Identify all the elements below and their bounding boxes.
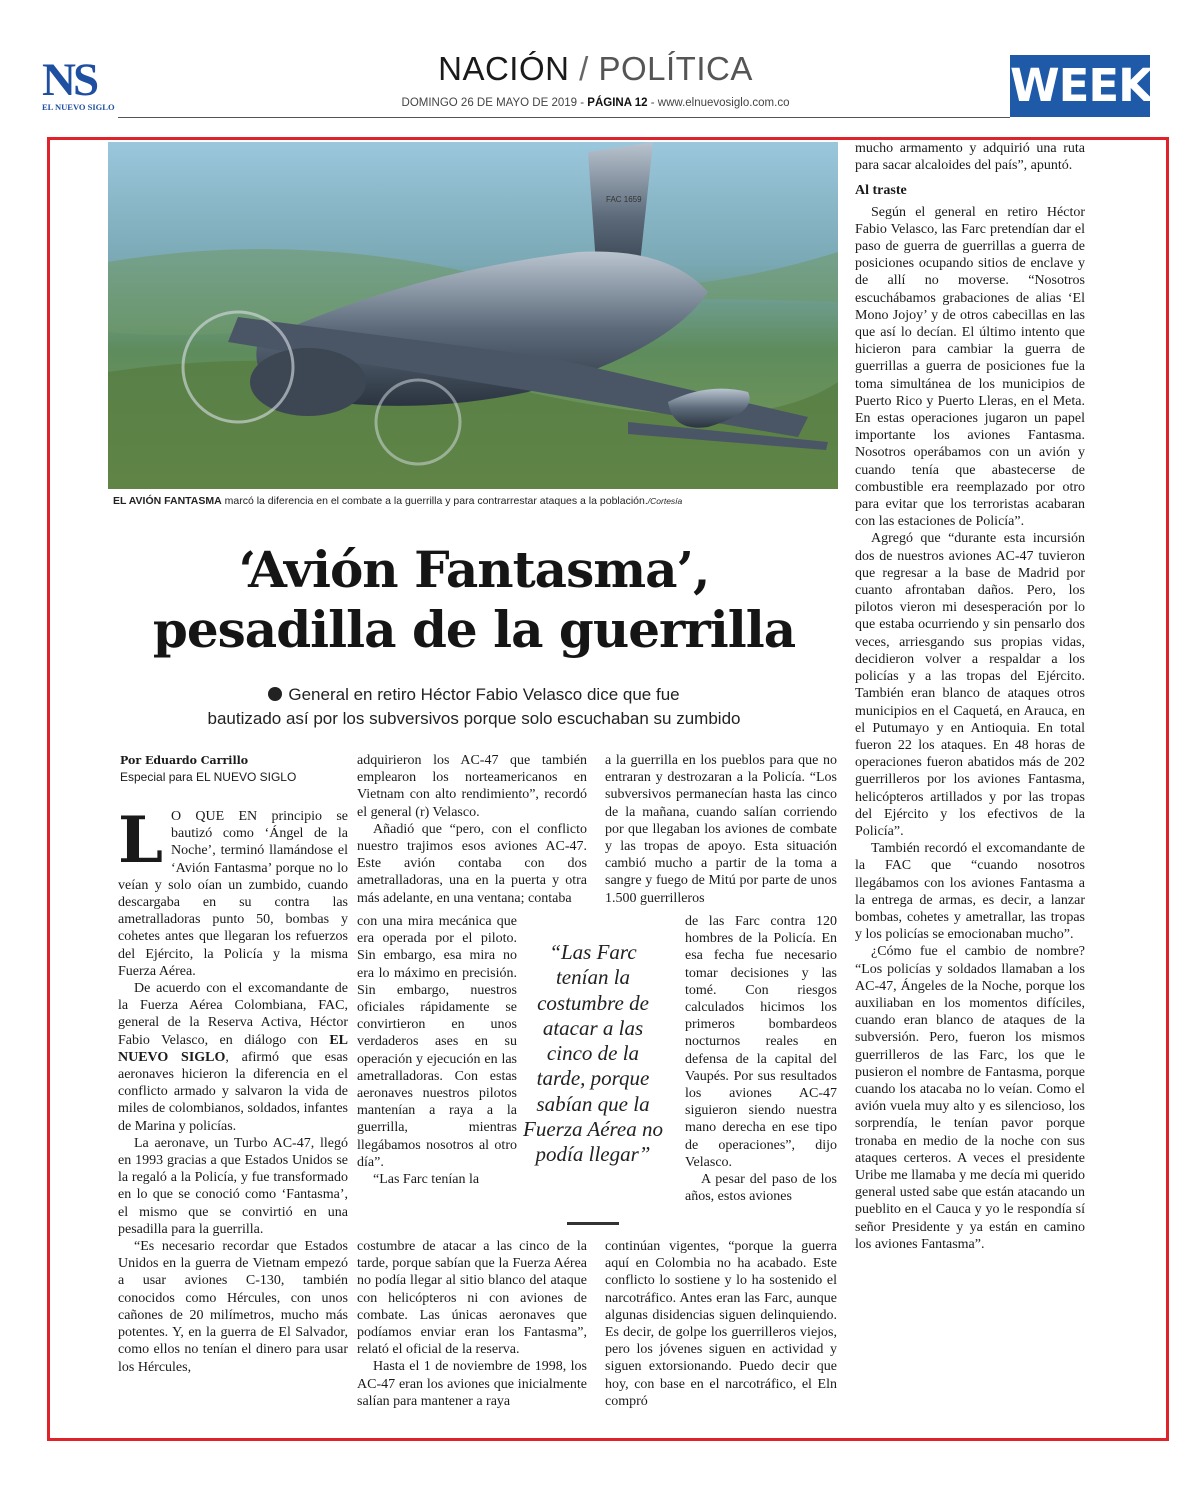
caption-text: marcó la diferencia en el combate a la guerrilla y para contrarrestar ataques a la población.: [221, 495, 648, 507]
bullet-icon: [268, 687, 282, 701]
headline-line-2: pesadilla de la guerrilla: [152, 600, 796, 659]
masthead-rule: [118, 117, 1010, 118]
col4-paragraph-3: También recordó el excomandante de la FAC que “cuando nosotros llegábamos con los aviones Fantasma a la entrega de armas, es decir, a lanzar bombas, cohetes y ametrallar, las tropas y los policías se emocionaban mucho”.: [855, 841, 1085, 943]
dateline-page: PÁGINA 12: [587, 97, 648, 109]
pull-quote-rule: [567, 1222, 619, 1225]
col3-paragraph-1a: a la guerrilla en los pueblos para que no entraran y destrozaran a la Policía. “Los subversivos permanecían hasta las cinco de la mañana, cuando salían corriendo por que llegaban los aviones de combate y las tropas de apoyo. Esta situación cambió mucho a partir de la toma a sangre y fuego de Mitú por parte de unos 1.500 guerrilleros: [605, 753, 837, 906]
headline: [100, 540, 848, 660]
section-name: NACIÓN: [438, 50, 570, 87]
drop-cap: L: [118, 803, 163, 878]
col3-paragraph-2a: A pesar del paso de los años, estos aviones: [685, 1172, 837, 1205]
col4-paragraph-2: Agregó que “durante esta incursión dos de nuestros aviones AC-47 tuvieron que regresar a la base de Madrid por cuanto afrontaban daños. Pero, los pilotos vieron mi desesperación por lo que estaba ocurriendo y sin pensarlo dos veces, arriesgando sus propias vidas, decidieron volver a respaldar a los policías y a las tropas del Ejército. También eran blanco de ataques otros municipios en el Caquetá, en Arauca, en el Putumayo y en Antioquia. En total fueron 22 los ataques. En 48 horas de operaciones fueron abatidos más de 202 guerrilleros por los aviones Fantasma, helicópteros artillados y por las tropas del Ejército y los efectivos de la Policía”.: [855, 531, 1085, 839]
article-column-3-bottom: [605, 1238, 837, 1409]
lead-caps: O QUE EN principio se: [171, 809, 348, 824]
airplane-illustration: [108, 142, 838, 489]
article-column-3-top: [605, 752, 837, 912]
col2-paragraph-3a: “Las Farc tenían la: [373, 1172, 480, 1188]
col4-paragraph-4: ¿Cómo fue el cambio de nombre? “Los policías y soldados llamaban a los AC-47, Ángeles de la Noche, porque los auxiliaban en los momentos difíciles, cuando eran blanco de ataques de la subversión. Pero, fueron los mismos guerrilleros de las Farc, los que le pusieron el nombre de Fantasma, porque cuando los atacaba no lo veían. Como el avión vuela muy alto y es silencioso, los sorprendía, le tenían pavor porque tronaba en medio de la noche con sus ataques certeros. A veces el presidente Uribe me llamaba y me decía mi querido general usted sabe que están atacando un pueblito en el Cauca y yo le respondía sí señor Presidente y ya están en camino los aviones Fantasma”.: [855, 944, 1085, 1252]
author: Por Eduardo Carrillo: [120, 754, 249, 767]
col2-paragraph-2b: con una mira mecánica que era operada por el piloto. Sin embargo, esa mira no era lo máximo en precisión. Sin embargo, nuestros oficiales rápidamente se convirtieron en unos verdaderos ases en su operación y ejecución en las ametralladoras. Con estas aeronaves nuestros pilotos mantenían a raya a la guerrilla, mientras llegábamos nosotros al otro día”.: [357, 914, 517, 1170]
subsection-name: POLÍTICA: [598, 50, 753, 87]
col1-paragraph-4: “Es necesario recordar que Estados Unidos en la guerra de Vietnam empezó a usar aviones C-130, también conocidos como Hércules, con unos cañones de 20 milímetros, mucho más potentes. Y, en la guerra de El Salvador, como ellos no tenían el dinero para usar los Hércules,: [118, 1239, 348, 1375]
col4-paragraph-1: Según el general en retiro Héctor Fabio Velasco, las Farc pretendían dar el paso de guerra de guerrillas a guerra de posiciones ocupando sitios de enclave y de allí no moverse. “Nosotros escuchábamos grabaciones de alias ‘El Mono Jojoy’ y de otros cabecillas en las que así lo decían. El último intento que hicieron para cambiar la guerra de guerrillas a guerra de posiciones fue la toma simultánea de los municipios de Puerto Rico y Puerto Lleras, en el Meta. En estas operaciones jugaron un papel importante los aviones Fantasma. Nosotros operábamos con un avión y cuando tenía que abastecerse de combustible era reemplazado por otro para evitar que los terroristas acabaran con las estaciones de Policía”.: [855, 204, 1085, 530]
dateline-date: DOMINGO 26 DE MAYO DE 2019 -: [401, 97, 588, 109]
subheadline: [108, 683, 840, 731]
dateline-url: - www.elnuevosiglo.com.co: [647, 97, 790, 109]
caption-credit: /Cortesía: [647, 496, 683, 506]
col2-paragraph-1: adquirieron los AC-47 que también emplearon los norteamericanos en Vietnam con alto rendimiento”, recordó el general (r) Velasco.: [357, 753, 587, 820]
logo-subtitle: EL NUEVO SIGLO: [42, 102, 115, 112]
newspaper-name: EL NUEVO SIGLO: [118, 1032, 348, 1065]
caption-lead: EL AVIÓN FANTASMA: [113, 495, 222, 507]
airplane-photo: [108, 142, 838, 489]
col1-paragraph-3: La aeronave, un Turbo AC-47, llegó en 1993 gracias a que Estados Unidos se la regaló a la Policía, y fue transformado en lo que se conoció como ‘Fantasma’, el mismo que se convirtió en una pesadilla para la guerrilla.: [118, 1135, 348, 1237]
byline: [120, 752, 350, 786]
photo-caption: [113, 495, 833, 507]
col1-paragraph-1: bautizó como ‘Ángel de la Noche’, terminó llamándose el ‘Avión Fantasma’ porque no lo veían y solo oían un zumbido, cuando descargaba en su contra las ametralladoras punto 50, bombas y cohetes antes que llegaran los refuerzos del Ejército, la Policía y la misma Fuerza Aérea.: [118, 826, 348, 979]
article-column-1: [118, 803, 348, 1375]
section-subhead: Al traste: [855, 183, 907, 199]
article-column-2-bottom: [357, 1238, 587, 1409]
subheadline-line-1: General en retiro Héctor Fabio Velasco dice que fue: [288, 685, 680, 704]
col2-paragraph-3b: costumbre de atacar a las cinco de la tarde, porque sabían que la Fuerza Aérea no podía llegar al sitio blanco del ataque con helicópteros ni con aviones de combate. Las únicas aeronaves que podíamos enviar eran los Fantasma”, relató el oficial de la reserva.: [357, 1239, 587, 1358]
article-column-2-middle: [357, 913, 517, 1218]
logo-mark: NS: [42, 54, 97, 106]
col2-paragraph-2a: Añadió que “pero, con el conflicto nuestro trajimos esos aviones AC-47. Este avión contaba con dos ametralladoras, una en la puerta y otra más adelante, en una ventana; contaba: [357, 821, 587, 906]
col3-paragraph-1b: de las Farc contra 120 hombres de la Policía. En esa fecha fue necesario tomar decisiones y las tomé. Con riesgos calculados hicimos los primeros bombardeos nocturnos reales en defensa de la capital del Vaupés. Por sus resultados los aviones AC-47 siguieron siendo nuestra mano derecha en ese tipo de operaciones”, dijo Velasco.: [685, 914, 837, 1170]
col3-paragraph-2b: continúan vigentes, “porque la guerra aquí en Colombia no ha acabado. Este conflicto lo sostiene y lo ha sostenido el narcotráfico. Antes eran las Farc, aunque algunas disidencias siguen delinquiendo. Es decir, de golpe los guerrilleros viejos, pero los jóvenes siguen en actividad y siguen extorsionando. Puedo decir que hoy, con base en el narcotráfico, el Eln compró: [605, 1239, 837, 1409]
col1-paragraph-2: De acuerdo con el excomandante de la Fuerza Aérea Colombiana, FAC, general de la Reserva Activa, Héctor Fabio Velasco, en diálogo con EL NUEVO SIGLO, afirmó que esas aeronaves hicieron la diferencia en el conflicto armado y salvaron la vida de miles de colombianos, soldados, infantes de Marina y policías.: [118, 981, 348, 1134]
pull-quote: “Las Farc tenían la costumbre de atacar a las cinco de la tarde, porque sabían que la Fuerza Aérea no podía llegar”: [523, 940, 663, 1167]
headline-line-1: ‘Avión Fantasma’,: [238, 540, 710, 599]
author-role: Especial para EL NUEVO SIGLO: [120, 770, 297, 784]
subheadline-line-2: bautizado así por los subversivos porque solo escuchaban su zumbido: [207, 709, 741, 728]
plane-code: FAC 1659: [606, 195, 642, 204]
section-separator: /: [579, 50, 589, 87]
article-column-2-top: [357, 752, 587, 912]
week-badge: WEEK: [1010, 55, 1150, 117]
col4-paragraph-0: mucho armamento y adquirió una ruta para sacar alcaloides del país”, apuntó.: [855, 141, 1085, 174]
article-column-4: [855, 140, 1085, 1430]
col2-paragraph-4: Hasta el 1 de noviembre de 1998, los AC-47 eran los aviones que inicialmente salían para mantener a raya: [357, 1359, 587, 1409]
article-column-3-middle: [685, 913, 837, 1218]
